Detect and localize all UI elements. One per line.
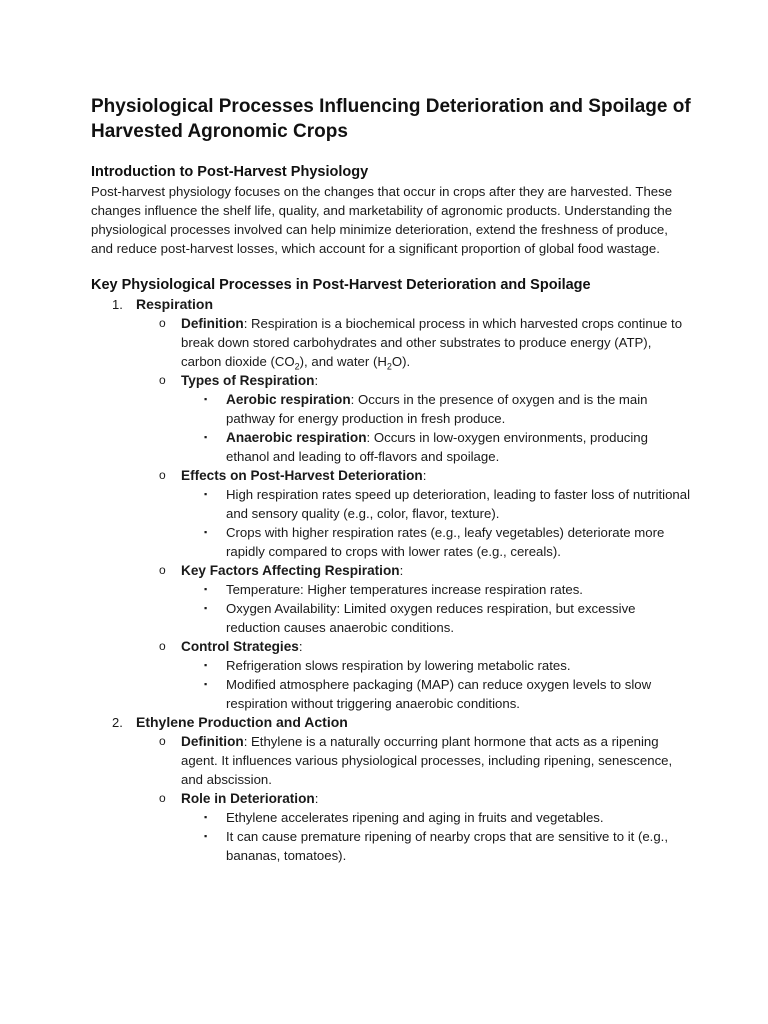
effects-text-2: Crops with higher respiration rates (e.g., leafy vegetables) deteriorate more rapidly compared to crops with lower rates (e.g., cereals). [226,525,665,559]
sublist [181,390,691,466]
bullet-square: ▪ [204,603,208,613]
list-item [181,599,691,637]
document-title: Physiological Processes Influencing Deterioration and Spoilage of Harvested Agronomic Crops [91,96,691,142]
anaerobic-label: Anaerobic respiration [226,430,367,445]
section-title: Respiration [136,296,214,312]
bullet-o: o [159,373,166,387]
control-text-2: Modified atmosphere packaging (MAP) can reduce oxygen levels to slow respiration without triggering anaerobic conditions. [226,677,652,711]
key-processes-heading: Key Physiological Processes in Post-Harvest Deterioration and Spoilage [91,277,591,293]
definition-text: : Ethylene is a naturally occurring plant hormone that acts as a ripening agent. It influences various physiological processes, including ripening, senescence, and abscission. [181,734,673,787]
role-text-2: It can cause premature ripening of nearby crops that are sensitive to it (e.g., bananas, tomatoes). [226,829,669,863]
list-item [181,523,691,561]
list-item [181,580,691,599]
list-item [91,713,691,865]
intro-paragraph: Post-harvest physiology focuses on the changes that occur in crops after they are harvested. These changes influence the shelf life, quality, and marketability of agronomic products. Understanding the physiological processes involved can help minimize deterioration, extend the freshness of produce, and reduce post-harvest losses, which account for a significant proportion of global food wastage. [91,184,673,256]
colon: : [298,639,303,654]
sublist [181,808,691,865]
section-title: Ethylene Production and Action [136,714,348,730]
colon: : [314,791,319,806]
list-item [136,466,691,561]
bullet-square: ▪ [204,489,208,499]
bullet-o: o [159,468,166,482]
bullet-square: ▪ [204,660,208,670]
list-item [136,789,691,865]
types-label: Types of Respiration [181,373,315,388]
bullet-square: ▪ [204,831,208,841]
role-label: Role in Deterioration [181,791,315,806]
list-number: 1. [112,297,123,312]
process-list [91,295,691,865]
list-item [136,732,691,789]
subscript: 2 [294,361,300,372]
factors-text-2: Oxygen Availability: Limited oxygen reduces respiration, but excessive reduction causes anaerobic conditions. [226,601,636,635]
bullet-o: o [159,639,166,653]
aerobic-text: : Occurs in the presence of oxygen and is the main pathway for energy production in fresh produce. [226,392,648,426]
sublist [181,656,691,713]
bullet-o: o [159,316,166,330]
intro-heading: Introduction to Post-Harvest Physiology [91,164,369,180]
sublist [136,314,691,713]
list-item [136,561,691,637]
bullet-square: ▪ [204,432,208,442]
bullet-square: ▪ [204,394,208,404]
sublist [181,485,691,561]
bullet-square: ▪ [204,584,208,594]
definition-text-c: O). [391,354,411,369]
list-item [181,808,691,827]
list-number: 2. [112,715,123,730]
definition-text-a: : Respiration is a biochemical process in which harvested crops continue to break down stored carbohydrates and other substrates to produce energy (ATP), carbon dioxide (CO [181,316,683,369]
anaerobic-text: : Occurs in low-oxygen environments, producing ethanol and leading to off-flavors and spoilage. [226,430,648,464]
list-item [181,656,691,675]
bullet-o: o [159,563,166,577]
aerobic-label: Aerobic respiration [226,392,351,407]
list-item [181,485,691,523]
control-text-1: Refrigeration slows respiration by lowering metabolic rates. [226,658,571,673]
list-item [136,637,691,713]
bullet-o: o [159,734,166,748]
role-text-1: Ethylene accelerates ripening and aging in fruits and vegetables. [226,810,604,825]
effects-label: Effects on Post-Harvest Deterioration [181,468,423,483]
colon: : [422,468,427,483]
document-page [91,94,691,865]
control-label: Control Strategies [181,639,299,654]
subscript: 2 [386,361,392,372]
colon: : [314,373,319,388]
definition-text-b: ), and water (H [299,354,387,369]
sublist [181,580,691,637]
bullet-square: ▪ [204,812,208,822]
list-item [181,827,691,865]
list-item [136,314,691,371]
list-item [181,428,691,466]
bullet-square: ▪ [204,679,208,689]
list-item [181,390,691,428]
sublist [136,732,691,865]
list-item [181,675,691,713]
list-item [136,371,691,466]
definition-label: Definition [181,316,244,331]
list-item [91,295,691,713]
factors-text-1: Temperature: Higher temperatures increase respiration rates. [226,582,583,597]
effects-text-1: High respiration rates speed up deterioration, leading to faster loss of nutritional and sensory quality (e.g., color, flavor, texture). [226,487,691,521]
bullet-o: o [159,791,166,805]
colon: : [399,563,404,578]
factors-label: Key Factors Affecting Respiration [181,563,400,578]
definition-label: Definition [181,734,244,749]
bullet-square: ▪ [204,527,208,537]
